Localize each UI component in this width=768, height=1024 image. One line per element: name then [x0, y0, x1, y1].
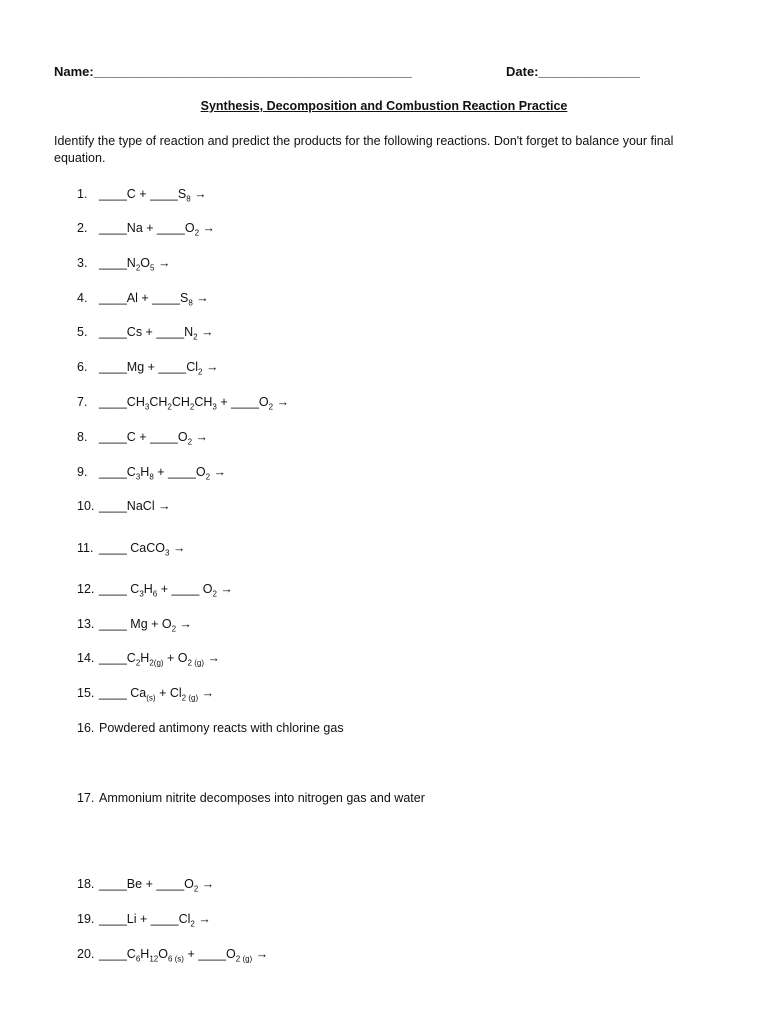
subscript: 2 — [205, 472, 211, 482]
equation-text: ____C + ____O — [99, 430, 188, 444]
subscript: (g) — [240, 954, 253, 964]
equation-text: H — [140, 947, 150, 961]
reaction-item — [77, 720, 344, 737]
worksheet-title: Synthesis, Decomposition and Combustion Reaction Practice — [200, 99, 568, 113]
equation-text: ____C + ____S — [99, 187, 187, 201]
equation-text: ____Cs + ____N — [99, 325, 194, 339]
subscript: 3 — [165, 548, 170, 558]
equation-text: → — [198, 877, 215, 891]
subscript: 2 — [135, 263, 141, 273]
item-number: 8. — [77, 430, 88, 444]
reaction-item — [77, 581, 233, 598]
subscript: 12 — [149, 954, 159, 964]
subscript: 2 — [190, 919, 195, 929]
subscript: 2 — [235, 954, 241, 964]
equation-text: → — [198, 686, 215, 700]
subscript: 8 — [149, 472, 154, 482]
reaction-item — [77, 186, 207, 203]
equation-text: → — [192, 291, 209, 305]
subscript: 3 — [144, 402, 150, 412]
equation-text: → — [192, 430, 209, 444]
equation-text: O — [158, 947, 168, 961]
equation-text: ____NaCl → — [99, 499, 171, 513]
equation-text: + Cl — [155, 686, 182, 700]
subscript: 6 — [167, 954, 173, 964]
equation-text: + ____O — [183, 947, 236, 961]
subscript: 2 — [194, 228, 200, 238]
subscript: 2 — [181, 693, 187, 703]
reaction-equation — [99, 291, 209, 308]
name-blank: ____________________________________________ — [93, 64, 412, 79]
subscript: (s) — [172, 954, 184, 964]
equation-text: Ammonium nitrite decomposes into nitrogen gas and water — [99, 791, 425, 805]
equation-text: → — [176, 617, 193, 631]
equation-text: + ____O — [216, 395, 269, 409]
equation-text: → — [194, 912, 211, 926]
reaction-item — [77, 650, 220, 667]
reaction-item — [77, 394, 289, 411]
subscript: 2 — [268, 402, 274, 412]
reaction-equation — [99, 617, 193, 634]
subscript: (g) — [191, 658, 204, 668]
equation-text: H — [143, 582, 153, 596]
equation-text: → — [216, 582, 233, 596]
reaction-equation — [99, 686, 215, 703]
subscript: 8 — [188, 298, 193, 308]
name-field — [54, 63, 412, 81]
reaction-item — [77, 876, 214, 893]
reaction-equation — [99, 395, 290, 412]
equation-text: H — [140, 651, 150, 665]
instructions: Identify the type of reaction and predict the products for the following reactions. Don't forget to balance your final equation. — [54, 134, 674, 165]
subscript: 2 — [171, 624, 177, 634]
reaction-item — [77, 911, 211, 928]
subscript: (s) — [146, 693, 156, 703]
item-number: 17. — [77, 791, 95, 805]
reaction-equation — [99, 325, 214, 342]
equation-text: ____ Mg + O — [99, 617, 172, 631]
date-label: Date: — [506, 64, 539, 79]
reaction-equation — [99, 912, 211, 929]
equation-text: CH — [194, 395, 213, 409]
subscript: 2 — [198, 367, 203, 377]
equation-text: ____Al + ____S — [99, 291, 189, 305]
equation-text: → — [169, 541, 186, 555]
equation-text: + ____ O — [157, 582, 213, 596]
reaction-item — [77, 324, 214, 341]
subscript: 2 — [193, 332, 198, 342]
item-number: 15. — [77, 686, 95, 700]
equation-text: ____N — [99, 256, 136, 270]
reaction-item — [77, 685, 214, 702]
equation-text: ____Mg + ____Cl — [99, 360, 199, 374]
equation-text: → — [203, 651, 220, 665]
name-label: Name: — [54, 64, 94, 79]
equation-text: ____C — [99, 465, 136, 479]
subscript: 2 — [187, 437, 193, 447]
equation-text: O — [140, 256, 151, 270]
subscript: (g) — [186, 693, 199, 703]
reaction-equation — [99, 360, 219, 377]
reaction-item — [77, 429, 208, 446]
reaction-item — [77, 359, 218, 376]
reaction-equation — [99, 499, 171, 513]
reaction-item — [77, 290, 209, 307]
item-number: 1. — [77, 187, 88, 201]
subscript: 3 — [139, 589, 144, 599]
item-number: 4. — [77, 291, 88, 305]
subscript: 2 — [187, 658, 192, 668]
item-number: 2. — [77, 221, 88, 235]
reaction-item — [77, 255, 170, 272]
reaction-item — [77, 498, 171, 515]
reaction-equation — [99, 430, 209, 447]
reaction-equation — [99, 721, 344, 735]
equation-text: CH — [171, 395, 190, 409]
equation-text: ____ CaCO — [99, 541, 166, 555]
equation-text: ____C — [99, 947, 136, 961]
item-number: 12. — [77, 582, 95, 596]
equation-text: → — [154, 256, 171, 270]
item-number: 19. — [77, 912, 95, 926]
date-field — [506, 63, 640, 81]
equation-text: ____C — [99, 651, 136, 665]
reaction-equation — [99, 651, 220, 668]
equation-text: → — [202, 360, 219, 374]
subscript: 3 — [135, 472, 141, 482]
date-blank: ______________ — [538, 64, 640, 79]
equation-text: ____Be + ____O — [99, 877, 194, 891]
item-number: 14. — [77, 651, 95, 665]
equation-text: → — [210, 465, 226, 479]
item-number: 13. — [77, 617, 95, 631]
equation-text: → — [199, 221, 216, 235]
subscript: 3 — [212, 402, 217, 412]
subscript: 5 — [150, 263, 155, 273]
item-number: 11. — [77, 541, 94, 555]
item-number: 6. — [77, 360, 88, 374]
reaction-item — [77, 464, 226, 481]
subscript: 8 — [186, 194, 191, 204]
reaction-item — [77, 540, 185, 557]
equation-text: + ____O — [153, 465, 206, 479]
equation-text: Powdered antimony reacts with chlorine gas — [99, 721, 344, 735]
equation-text: → — [273, 395, 290, 409]
subscript: 2 — [167, 402, 172, 412]
equation-text: H — [140, 465, 150, 479]
reaction-equation — [99, 877, 215, 894]
subscript: 6 — [152, 589, 158, 599]
subscript: 2 — [189, 402, 195, 412]
subscript: 2 — [135, 658, 141, 668]
item-number: 20. — [77, 947, 95, 961]
equation-text: ____ C — [99, 582, 140, 596]
equation-text: CH — [149, 395, 168, 409]
item-number: 9. — [77, 465, 88, 479]
item-number: 7. — [77, 395, 88, 409]
subscript: 2 — [212, 589, 217, 599]
equation-text: ____CH — [99, 395, 145, 409]
equation-text: ____Li + ____Cl — [99, 912, 191, 926]
reaction-equation — [99, 947, 269, 964]
reaction-equation — [99, 221, 216, 238]
reaction-item — [77, 220, 215, 237]
equation-text: ____Na + ____O — [99, 221, 195, 235]
subscript: 2 — [149, 658, 154, 668]
item-number: 10. — [77, 499, 95, 513]
equation-text: ____ Ca — [99, 686, 147, 700]
item-number: 18. — [77, 877, 95, 891]
reaction-equation — [99, 791, 425, 805]
subscript: (g) — [153, 658, 164, 668]
reaction-equation — [99, 541, 186, 558]
reaction-item — [77, 946, 268, 963]
reaction-equation — [99, 582, 233, 599]
item-number: 5. — [77, 325, 88, 339]
reaction-equation — [99, 187, 207, 204]
subscript: 2 — [193, 884, 199, 894]
equation-text: → — [190, 187, 207, 201]
item-number: 3. — [77, 256, 88, 270]
reaction-equation — [99, 465, 226, 482]
equation-text: + O — [163, 651, 188, 665]
equation-text: → — [197, 325, 214, 339]
reaction-item — [77, 616, 192, 633]
reaction-item — [77, 790, 425, 807]
equation-text: → — [252, 947, 269, 961]
item-number: 16. — [77, 721, 95, 735]
reaction-equation — [99, 256, 171, 273]
subscript: 6 — [135, 954, 141, 964]
